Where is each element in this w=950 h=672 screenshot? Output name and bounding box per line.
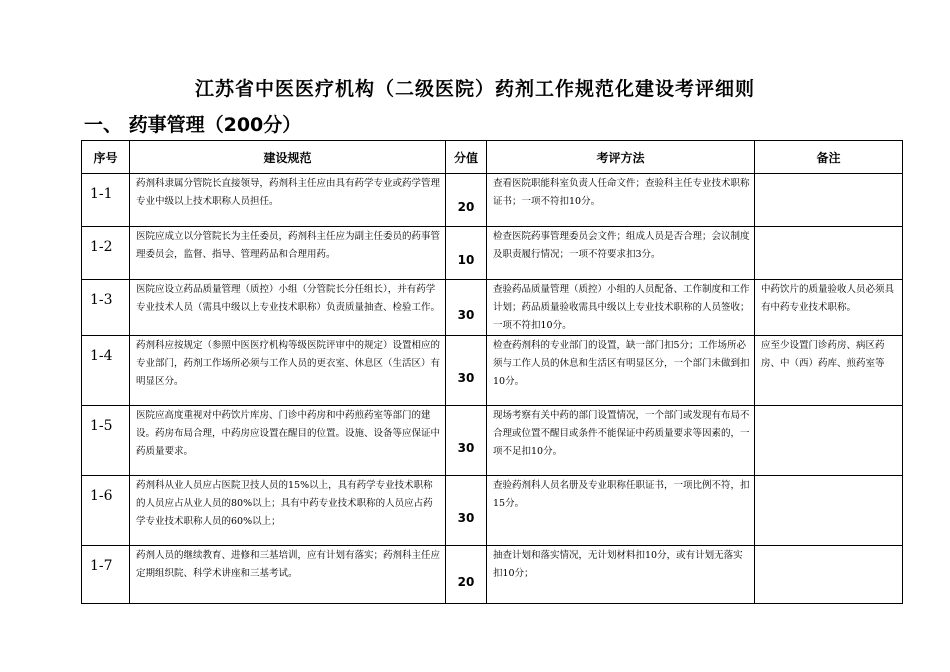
row-score: 30 xyxy=(446,280,487,336)
row-method: 检查药剂科的专业部门的设置，缺一部门扣5分；工作场所必须与工作人员的休息和生活区有明显区分，一个部门未做到扣10分。 xyxy=(487,336,755,406)
row-number: 1-5 xyxy=(82,406,130,476)
row-standard: 医院应高度重视对中药饮片库房、门诊中药房和中药煎药室等部门的建设。药房布局合理，中药房应设置在醒目的位置。设施、设备等应保证中药质量要求。 xyxy=(130,406,446,476)
row-method: 现场考察有关中药的部门设置情况，一个部门或发现有布局不合理或位置不醒目或条件不能保证中药质量要求等因素的，一项不足扣10分。 xyxy=(487,406,755,476)
document-title: 江苏省中医医疗机构（二级医院）药剂工作规范化建设考评细则 xyxy=(194,78,755,100)
row-standard: 药剂人员的继续教育、进修和三基培训，应有计划有落实；药剂科主任应定期组织院、科学术讲座和三基考试。 xyxy=(130,546,446,604)
row-standard: 药剂科隶属分管院长直接领导，药剂科主任应由具有药学专业或药学管理专业中级以上技术职称人员担任。 xyxy=(130,174,446,227)
row-number: 1-4 xyxy=(82,336,130,406)
table-row xyxy=(82,546,903,604)
row-number: 1-6 xyxy=(82,476,130,546)
row-number: 1-1 xyxy=(82,174,130,227)
row-note xyxy=(755,174,903,227)
table-row xyxy=(82,406,903,476)
row-note xyxy=(755,476,903,546)
row-score: 30 xyxy=(446,476,487,546)
row-standard: 医院应成立以分管院长为主任委员，药剂科主任应为副主任委员的药事管理委员会，监督、指导、管理药品和合理用药。 xyxy=(130,227,446,280)
table-row xyxy=(82,227,903,280)
row-number: 1-3 xyxy=(82,280,130,336)
row-note xyxy=(755,546,903,604)
row-standard: 医院应设立药品质量管理（质控）小组（分管院长分任组长），并有药学专业技术人员（需具中级以上专业技术职称）负责质量抽查、检验工作。 xyxy=(130,280,446,336)
row-method: 查看医院职能科室负责人任命文件；查验科主任专业技术职称证书；一项不符扣10分。 xyxy=(487,174,755,227)
header-method: 考评方法 xyxy=(487,141,755,174)
row-number: 1-2 xyxy=(82,227,130,280)
row-method: 抽查计划和落实情况，无计划材料扣10分，或有计划无落实扣10分； xyxy=(487,546,755,604)
row-note: 应至少设置门诊药房、病区药房、中（西）药库、煎药室等 xyxy=(755,336,903,406)
row-note xyxy=(755,227,903,280)
header-note: 备注 xyxy=(755,141,903,174)
row-method: 检查医院药事管理委员会文件；组成人员是否合理；会议制度及职责履行情况；一项不符要求扣3分。 xyxy=(487,227,755,280)
row-note xyxy=(755,406,903,476)
header-score: 分值 xyxy=(446,141,487,174)
row-standard: 药剂科从业人员应占医院卫技人员的15%以上，具有药学专业技术职称的人员应占从业人员的80%以上；具有中药专业技术职称的人员应占药学专业技术职称人员的60%以上； xyxy=(130,476,446,546)
table-row xyxy=(82,336,903,406)
row-method: 查验药剂科人员名册及专业职称任职证书，一项比例不符，扣15分。 xyxy=(487,476,755,546)
row-note: 中药饮片的质量验收人员必须具有中药专业技术职称。 xyxy=(755,280,903,336)
evaluation-table xyxy=(81,140,903,604)
table-row xyxy=(82,280,903,336)
header-standard: 建设规范 xyxy=(130,141,446,174)
row-score: 20 xyxy=(446,174,487,227)
row-score: 30 xyxy=(446,406,487,476)
table-header-row xyxy=(82,141,903,174)
row-number: 1-7 xyxy=(82,546,130,604)
row-score: 20 xyxy=(446,546,487,604)
row-standard: 药剂科应按规定（参照中医医疗机构等级医院评审中的规定）设置相应的专业部门，药剂工作场所必须与工作人员的更衣室、休息区（生活区）有明显区分。 xyxy=(130,336,446,406)
table-row xyxy=(82,174,903,227)
table-row xyxy=(82,476,903,546)
row-score: 10 xyxy=(446,227,487,280)
section-heading: 一、 药事管理（200分） xyxy=(84,114,302,136)
row-method: 查验药品质量管理（质控）小组的人员配备、工作制度和工作计划；药品质量验收需具中级以上专业技术职称的人员签收；一项不符扣10分。 xyxy=(487,280,755,336)
row-score: 30 xyxy=(446,336,487,406)
header-number: 序号 xyxy=(82,141,130,174)
